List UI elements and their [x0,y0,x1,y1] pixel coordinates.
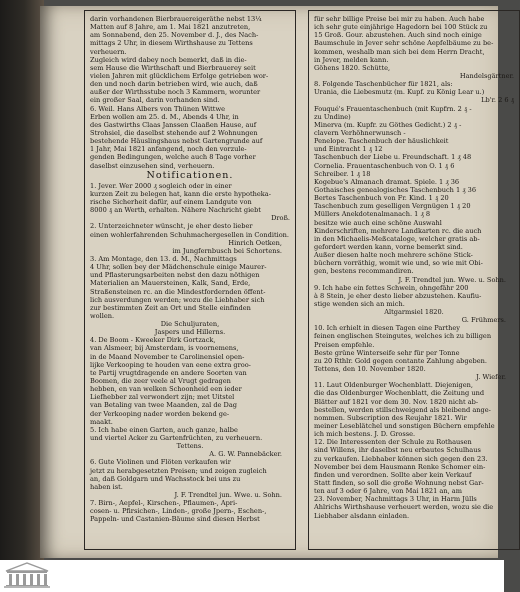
left-column-line: zur bestimmten Zeit an Ort und Stelle einfinden [90,303,251,312]
left-column-line: 1. Jever. Wer 2000 ₰ sogleich oder in einer [90,181,232,190]
left-column-line: haben ist. [90,482,123,491]
right-column-line: Beste grüne Winterseife sehr für per Tonne [314,348,460,357]
left-column-line: van Alsmeer, bij Amsterdam, is voornemens, [90,344,239,353]
right-column-line: kommen, weshalb man sich bei dem Herrn Dracht, [314,47,485,56]
left-column-line: Straßensteinen rc. an die Mindestfordernden öffent- [90,287,266,296]
left-column-line: mittags 2 Uhr, in diesem Wirthshause zu Tettens [90,39,253,48]
right-column-line: ten auf 3 oder 6 Jahre, von Mai 1821 an, am [314,487,462,496]
left-column-line: der Verkooping nader worden bekend ge- [90,409,230,418]
right-column-line: 23. November, Nachmittags 3 Uhr, in Harm Jülls [314,495,477,504]
right-column-line: Göhens 1820. Schütte, [314,63,391,72]
right-column-line: in den Michaelis-Meßcataloge, welcher gratis ab- [314,234,480,243]
right-column-line: Müllers Anekdotenalmanach. 1 ₰ 8 [314,210,431,219]
left-column-line: 5. Ich habe einen Garten, auch ganze, halbe [90,425,238,434]
left-column-line: Notificationen. [146,169,234,181]
left-column-line: 1 Jahr, Mai 1821 anfangend, noch den vorzule- [90,145,247,154]
right-column-line: zu verkaufen. Liebhaber können sich gegen den 23. [314,454,488,463]
left-column-line: cosen- u. Pfirsichen-, Linden-, große Jpern-, Eschen-, [90,507,267,516]
left-column-line: bestehende Häuslingshaus nebst Gartengrunde auf [90,137,263,146]
left-column-line: Liefhebber zal verwondert zijn; met Uitstel [90,393,235,402]
right-column-line: 15 Groß. Gour. abzustehen. Auch sind noch einige [314,31,482,40]
left-column-line: 6. Gute Violinen und Flöten verkaufen wir [90,458,231,467]
right-column-line: Taschenbuch der Liebe u. Freundschaft. 1 ₰ 48 [314,153,472,162]
left-column-line: Jaspers und Hillerns. [154,328,226,337]
right-column-line: zu 20 Rthlr. Gold gegen contante Zahlung abgeben. [314,356,487,365]
left-column-line: van Betaling van twee Maanden, zal de Dag [90,401,237,410]
right-column [308,10,520,550]
right-column-line: Fouqué's Frauentaschenbuch (mit Kupfrn. 2 ₰ - [314,104,472,113]
left-column-line: Die Schuljuraten, [160,320,220,329]
right-column-line: Außer diesen halte noch mehrere schöne Stick- [314,251,473,260]
right-column-line: Gothaisches genealogisches Taschenbuch 1 ₰ 36 [314,185,477,194]
right-column-line: 11. Laut Oldenburger Wochenblatt. Diejenigen, [314,381,473,390]
left-column-line: den und noch darin betrieben wird, wie auch, daß [90,80,258,89]
left-column-line: lich ausverdungen werden; wozu die Liebhaber sich [90,295,265,304]
logo-caption-bar [4,586,50,589]
left-column-line: jetzt zu herabgesetzten Preisen; und zeigen zugleich [90,466,267,475]
left-column-line: in de Maand November te Carolinensiel open- [90,352,245,361]
footer-bar [0,560,504,592]
right-column-line: nommen. Subscription des Reujahr 1821. Wir [314,413,467,422]
right-column-line: meiner Leseblätchel und sonstigen Büchern empfehle [314,422,495,431]
right-column-line: Penelope. Taschenbuch der häuslichkeit [314,137,449,146]
right-column-line: J. Wiefer. [476,373,506,382]
right-column-line: zu Undine) [314,112,351,121]
right-column-line: stige wenden sich an mich. [314,299,405,308]
left-column-line: Erben wollen am 25. d. M., Abends 4 Uhr, in [90,112,239,121]
right-column-line: Taschenbuch zum geselligen Vergnügen 1 ₰ 20 [314,202,471,211]
left-column-line: vielen Jahren mit glücklichem Erfolge getrieben wor- [90,71,269,80]
right-column-line: Lb'r. 2 6 ₰ [481,96,514,105]
left-column-line: an, daß Goldgarn und Wachsstock bei uns zu [90,474,241,483]
right-column-line: 10. Ich erhielt in diesen Tagen eine Parthey [314,324,460,333]
right-column-line: Schreiber. 1 ₰ 18 [314,169,371,178]
left-column-line: Matten auf 8 Jahre, am 1. Mai 1821 anzutreten, [90,23,251,32]
right-column-line: 8. Folgende Taschenbücher für 1821, als: [314,80,453,89]
right-column-line: Statt finden, so soll die große Wohnung nebst Gar- [314,479,484,488]
right-column-line: Liebhaber alsdann einladen. [314,511,410,520]
left-column-line: Droß. [271,214,290,223]
right-column-line: Handelsgärtner. [459,71,514,80]
right-column-line: Baumschule in Jever sehr schöne Aepfelbäume zu be- [314,39,494,48]
left-column-line: wollen. [90,311,115,320]
left-column-line: genden Bedingungen, welche auch 8 Tage vorher [90,153,256,162]
left-column-line: im Jungfernbusch bei Schortens. [172,246,282,255]
right-column-line: besitze wie auch eine schöne Auswahl [314,218,442,227]
left-column-line: außer der Wirthsstube noch 3 Kammern, worunter [90,88,261,97]
left-column-line: 6. Weil. Hans Albers von Thünen Wittwe [90,104,226,113]
left-column-line: am Sonnabend, den 25. November d. J., des Nach- [90,31,259,40]
left-column-line: 8000 ₰ an Werth, erhalten. Nähere Nachricht giebt [90,206,261,215]
left-column-line: und viertel Acker zu Gartenfrüchten, zu verheuern. [90,434,263,443]
right-column-line: in Jever, melden kann. [314,55,389,64]
left-column-line: rische Sicherheit dafür, auf einem Landgute von [90,197,252,206]
left-column-line: lijke Verkooping te houden van eene extra groo- [90,360,251,369]
left-column-line: te Partij vrugtdragende en andere Soorten van [90,368,247,377]
right-column-line: sind Willens, ihr daselbst neu erbautes Schulhaus [314,446,481,455]
left-column-line: einen wohlerfahrenden Schuhmachergesellen in Condition. [90,230,290,239]
left-column-line: 2. Unterzeichneter wünscht, je eher desto lieber [90,222,253,231]
left-column-line: Strohsiel, die daselbst stehende auf 2 Wohnungen [90,128,258,137]
right-column-line: gen, bestens recommandiren. [314,267,414,276]
left-column-line: A. G. W. Pannebäcker. [209,450,282,459]
left-column-line: Hinrich Oetken, [228,238,282,247]
left-column-line: hebben, en van welken Schoonheid een ieder [90,385,242,394]
right-column-line: November bei dem Hausmann Renke Schomer ein- [314,462,486,471]
right-column-line: à 8 Stein, je eher desto lieber abzustehen. Kaufiu- [314,291,482,300]
left-column-line: verheuern. [90,47,127,56]
right-column-line: Minerva (m. Kupfr. zu Göthes Gedicht.) 2 ₰ - [314,120,462,129]
right-column-line: und Eintracht 1 ₰ 12 [314,145,383,154]
right-column-line: Bertes Taschenbuch von Fr. Kind. 1 ₰ 20 [314,194,449,203]
left-column-line: 7. Birn-, Aepfel-, Kirschen-, Pflaumen-, Apri- [90,499,238,508]
left-column-line: kurzen Zeit zu belegen hat, kann die erste hypotheka- [90,189,271,198]
left-column-line: 4. De Boom - Kweeker Dirk Gortzack, [90,336,216,345]
right-column-line: büchern vorräthig, womit wie und, so wie mit Obi- [314,259,483,268]
left-column-line: sem Hause die Wirthschaft und Bierbrauerey seit [90,63,256,72]
right-column-line: 12. Die Interessenten der Schule zu Rothausen [314,438,472,447]
left-column-line: des Gastwirths Claas Janssen Claaßen Hause, auf [90,120,257,129]
right-column-line: Cornelia. Frauentaschenbuch von O. 1 ₰ 6 [314,161,455,170]
right-column-line: finden und verordnen. Sollte aber kein Verkauf [314,470,472,479]
left-column [84,10,296,550]
right-column-line: 9. Ich habe ein fettes Schwein, ohngefähr 200 [314,283,469,292]
right-column-line: bestellen, werden stillschweigend als bleibend ange- [314,405,491,414]
right-column-line: ich sehr gute einjährige Hagedorn bei 100 Stück zu [314,23,488,32]
right-column-line: Altgarmsiel 1820. [384,308,444,317]
left-column-line: daselbst einzusehen sind, verheuern. [90,161,215,170]
newspaper-page [40,6,514,558]
right-column-line: für sehr billige Preise bei mir zu haben. Auch habe [314,15,485,23]
left-column-line: Pappeln- und Castanien-Bäume sind diesen Herbst [90,515,260,524]
right-column-line: clavern Verhöhnerwunsch - [314,128,406,137]
left-column-line: Boomen, die zeer veele al Vrugt gedragen [90,377,231,386]
right-column-line: Urania, die Liebesmutz (m. Kupf. zu König Lear u.) [314,88,485,97]
right-column-line: Ahlrichs Wirthshause verheuert werden, wozu sie die [314,503,494,512]
right-column-line: Kinderschriften, mehrere Landkarten rc. die auch [314,226,482,235]
right-column-line: J. F. Trendtel jun. Wwe. u. Sohn. [398,275,506,284]
right-column-line: feinen englischen Steingutes, welches ich zu billigen [314,332,492,341]
left-column-line: 4 Uhr, sollen bey der Mädchenschule einige Maurer- [90,263,267,272]
left-column-line: Zugleich wird dabey noch bemerkt, daß in die- [90,55,247,64]
right-column-line: Tettens, den 10. November 1820. [314,365,426,374]
library-building-logo-icon [4,562,50,588]
left-column-line: J. F. Trendtel jun. Wwe. u. Sohn. [174,491,282,500]
left-column-line: darin vorhandenen Bierbrauereigeräthe nebst 13¼ [90,15,262,23]
left-column-line: und Pflasterungsarbeiten nebst den dazu nöthigen [90,271,260,280]
left-column-line: ein großer Saal, darin vorhanden sind. [90,96,220,105]
right-column-line: Kogebue's Almanach dramat. Spiele. 1 ₰ 36 [314,177,460,186]
right-column-line: gefordert werden kann, vorne bemerkt sind. [314,242,463,251]
right-column-line: Blätter auf 1821 vor dem 30. Nov. 1820 nicht ab- [314,397,479,406]
left-column-line: Materialien an Mauersteinen, Kalk, Sand, Erde, [90,279,251,288]
left-column-line: Tettens. [176,442,204,451]
right-column-line: Preisen empfehle. [314,340,375,349]
left-column-line: maakt. [90,417,113,426]
book-spine [0,0,44,560]
right-column-line: G. Frühmers. [461,316,506,325]
right-column-line: die das Oldenburger Wochenblatt, die Zeitung und [314,389,485,398]
right-column-line: ich mich bestens. J. D. Grosse. [314,430,416,439]
left-column-line: 3. Am Montage, den 13. d. M., Nachmittags [90,254,237,263]
